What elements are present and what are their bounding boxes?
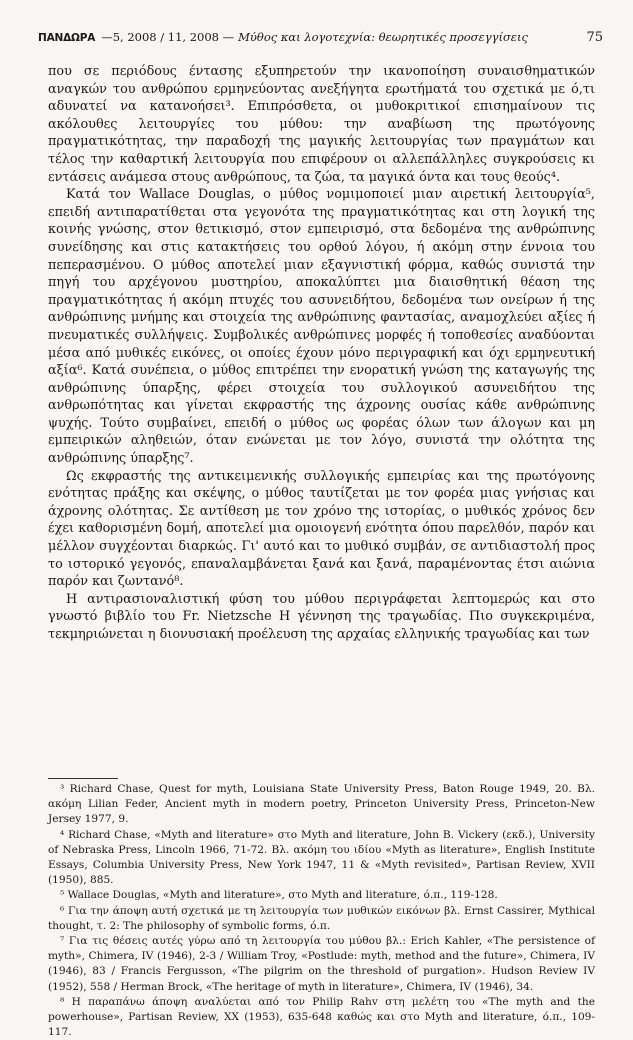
footnote-4: ⁴ Richard Chase, «Myth and literature» στο Myth and literature, John B. Vickery (εκδ.), University of Nebraska Press, Lincoln 1966, 71-72. Βλ. ακόμη του ιδίου «Myth as literature», English Institute Essays, Columbia University Press, New York 1947, 11 & «Myth revisited», Partisan Review, XVII (1950), 885. [48,828,595,887]
issue-info: —5, 2008 / 11, 2008 — [101,30,235,44]
paragraph-1: που σε περιόδους έντασης εξυπηρετούν την ικανοποίηση συναισθηματικών αναγκών του ανθρώπου ερμηνεύοντας ανεξήγητα ερωτήματά του σχετικά με ό,τι αδυνατεί να κατανοήσει³. Επιπρόσθετα, οι μυθοκριτικοί επισημαίνουν τις ακόλουθες λειτουργίες του μύθου: την αναβίωση της πρωτόγονης πραγματικότητας, την παραδοχή της μαγικής λειτουργίας των πραγμάτων και τέλος την καθαρτική λειτουργία που επιφέρουν οι αλλεπάλληλες συγκρούσεις κι εντάσεις ανάμεσα στους ανθρώπους, τα ζώα, τα μαγικά όντα και τους θεούς⁴. [48,64,595,185]
running-title: Μύθος και λογοτεχνία: θεωρητικές προσεγγίσεις [238,30,528,44]
footnote-8: ⁸ Η παραπάνω άποψη αναλύεται από τον Philip Rahv στη μελέτη του «The myth and the powerhouse», Partisan Review, XX (1953), 635-648 καθώς και στο Myth and literature, ό.π., 109-117. [48,995,595,1039]
paragraph-2: Κατά τον Wallace Douglas, ο μύθος νομιμοποιεί μιαν αιρετική λειτουργία⁵, επειδή αντιπαρατίθεται στα γεγονότα της πραγματικότητας και στη λογική της κοινής γνώσης, στον θετικισμό, στον εμπειρισμό, στα δεδομένα της ανθρώπινης συνείδησης και στις κατακτήσεις του ορθού λόγου, ή ακόμη στην έννοια του πεπερασμένου. Ο μύθος αποτελεί μιαν εξαγνιστική φόρμα, καθώς συνιστά την πηγή του αρχέγονου μυστηρίου, αποκαλύπτει μια διαισθητική θέαση της πραγματικότητας ή ακόμη πτυχές του ασυνειδήτου, δεδομένα των ονείρων ή της ανθρώπινης μνήμης και στοιχεία της ανθρώπινης φαντασίας, αναμοχλεύει αξίες ή πνευματικές συλλήψεις. Συμβολικές ανθρώπινες μορφές ή τοποθεσίες αναδύονται μέσα από μυθικές εικόνες, οι οποίες έχουν μόνο περιγραφική και όχι ερμηνευτική αξία⁶. Κατά συνέπεια, ο μύθος επιτρέπει την ενορατική γνώση της καταγωγής της ανθρώπινης ύπαρξης, φέρει στοιχεία του συλλογικού ασυνειδήτου της ανθρωπότητας και γίνεται εκφραστής της άχρονης ουσίας κάθε ανθρώπινης ψυχής. Τούτο συμβαίνει, επειδή ο μύθος ως φορέας όλων των άλογων και μη εμπειρικών αληθειών, όταν ενώνεται με τον λόγο, συνιστά την ολότητα της ανθρώπινης ύπαρξης⁷. [48,187,595,467]
page-number: 75 [586,30,603,45]
paragraph-3: Ως εκφραστής της αντικειμενικής συλλογικής εμπειρίας και της πρωτόγονης ενότητας πράξης και σκέψης, ο μύθος ταυτίζεται με τον φορέα μιας γνήσιας και άχρονης ολότητας. Σε αντίθεση με τον χρόνο της ιστορίας, ο μυθικός χρόνος δεν έχει καθορισμένη δομή, αποτελεί μια ομοιογενή ενότητα όπου παρελθόν, παρόν και μέλλον συγχέονται διαρκώς. Γι' αυτό και το μυθικό συμβάν, σε αντιδιαστολή προς το ιστορικό γεγονός, επαναλαμβάνεται ξανά και ξανά, παραμένοντας έτσι αιώνια παρόν και ζωντανό⁸. [48,468,595,590]
page-header [38,30,603,50]
paragraph-4: Η αντιρασιοναλιστική φύση του μύθου περιγράφεται λεπτομερώς και στο γνωστό βιβλίο του Fr. Nietzsche Η γέννηση της τραγωδίας. Πιο συγκεκριμένα, τεκμηριώνεται η διονυσιακή προέλευση της αρχαίας ελληνικής τραγωδίας και των [48,591,595,642]
footnote-5: ⁵ Wallace Douglas, «Myth and literature», στο Myth and literature, ό.π., 119-128. [60,889,498,902]
footnote-7: ⁷ Για τις θέσεις αυτές γύρω από τη λειτουργία του μύθου βλ.: Erich Kahler, «The persistence of myth», Chimera, IV (1946), 2-3 / William Troy, «Postlude: myth, method and the future», Chimera, IV (1946), 83 / Francis Fergusson, «The pilgrim on the threshold of purgation». Hudson Review IV (1952), 558 / Herman Brock, «The heritage of myth in literature», Chimera, IV (1946), 34. [48,935,595,993]
body-text [48,63,595,644]
journal-logo: ΠΑΝΔΩΡΑ [38,32,96,44]
footnotes [48,782,595,1040]
footnote-6: ⁶ Για την άποψη αυτή σχετικά με τη λειτουργία των μυθικών εικόνων βλ. Ernst Cassirer, Mythical thought, τ. 2: The philosophy of symbolic forms, ό.π. [48,904,595,932]
footnote-rule [48,778,118,779]
footnote-3: ³ Richard Chase, Quest for myth, Louisiana State University Press, Baton Rouge 1949, 20. Βλ. ακόμη Lilian Feder, Ancient myth in modern poetry, Princeton University Press, Princeton-New Jersey 1977, 9. [48,783,595,826]
